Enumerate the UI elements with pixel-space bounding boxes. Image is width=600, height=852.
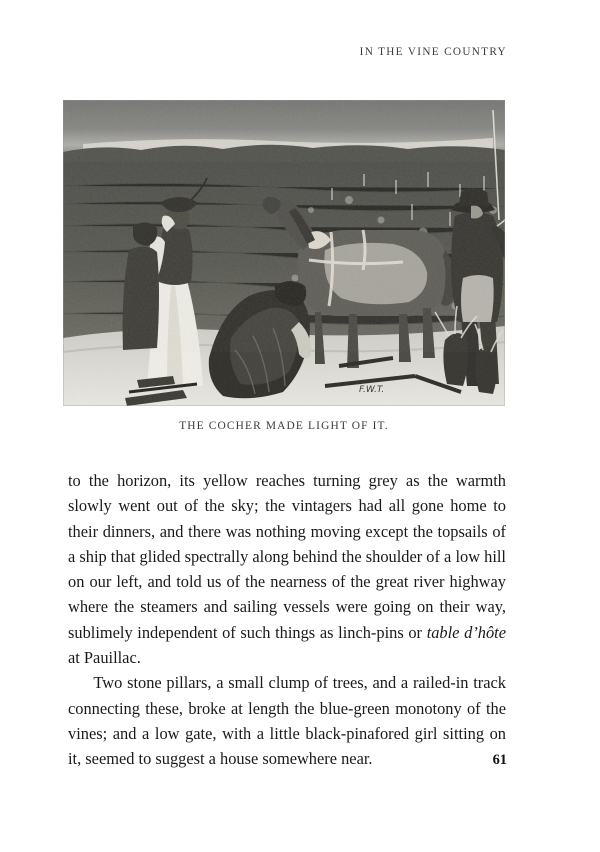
running-head: IN THE VINE COUNTRY bbox=[359, 46, 507, 58]
paragraph: to the horizon, its yellow reaches turning grey as the warmth slowly went out of the sky; the vintagers had all gone home to their dinners, and there was nothing moving except the topsails of a ship that glided spectrally along behind the shoulder of a low hill on our left, and told us of the nearness of the great river highway where the steamers and sailing vessels were going on their way, sublimely independent of such things as linch-pins or table d’hôte at Pauillac. bbox=[68, 471, 506, 668]
illustration-figure bbox=[63, 100, 505, 432]
page-number: 61 bbox=[492, 752, 507, 768]
paragraph: Two stone pillars, a small clump of trees, and a railed-in track connecting these, broke at length the blue-green monotony of the vines; and a low gate, with a little black-pinafored girl sitting on it, seemed to suggest a house somewhere near. bbox=[68, 673, 506, 769]
svg-text:F.W.T.: F.W.T. bbox=[359, 385, 385, 395]
illustration-plate bbox=[63, 100, 505, 406]
italic-phrase: table d’hôte bbox=[426, 622, 506, 642]
illustration-caption: THE COCHER MADE LIGHT OF IT. bbox=[179, 420, 389, 432]
body-text bbox=[68, 468, 506, 772]
